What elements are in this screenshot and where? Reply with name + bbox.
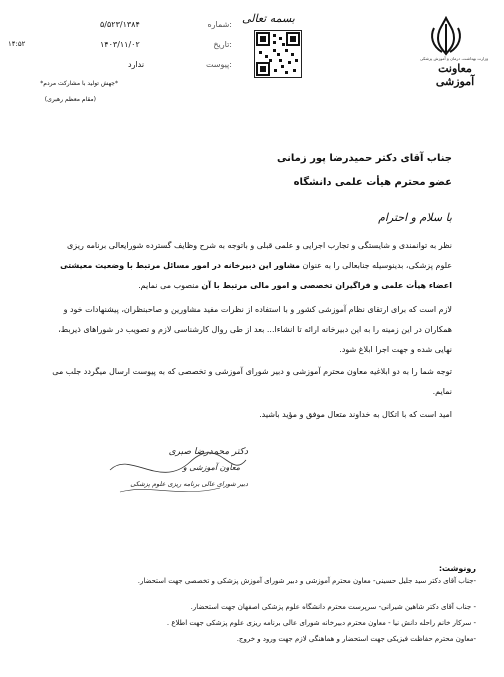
cc-item: - جناب آقای دکتر شاهین شیرانی- سرپرست محترم دانشگاه علوم پزشکی اصفهان جهت استحضار. (190, 603, 476, 611)
letter-date-value: ۱۴۰۳/۱۱/۰۲ (100, 40, 140, 49)
slogan: *جهش تولید با مشارکت مردم* (40, 80, 118, 87)
letter-date-label: تاریخ: (213, 40, 232, 49)
letter-number-value: ۵/۵۲۳/۱۳۸۴ (100, 20, 140, 29)
paragraph-instructions: لازم است که برای ارتقای نظام آموزشی کشور و با استفاده از نظرات مفید مشاورین و صاحبنظران، پیشنهادات خود و همکاران در این زمینه را به این دبیرخانه ارائه تا انشاءا... بعد از طی روال کارشناسی لازم و تصویب در شوراهای ذیربط، نهایی شده و جهت اجرا ابلاغ شود. (58, 305, 452, 354)
recipient-name: جناب آقای دکتر حمیدرضا پور زمانی (277, 153, 452, 164)
paragraph-appointment (52, 236, 452, 296)
signature-line-3: دبیر شورای عالی برنامه ریزی علوم پزشکی (130, 480, 248, 488)
basmala: بسمه تعالی (242, 12, 295, 25)
closing-line: امید است که با اتکال به خداوند متعال موفق و مؤید باشید. (259, 410, 452, 419)
slogan-attribution: (مقام معظم رهبری) (44, 96, 96, 103)
paragraph-attachments: توجه شما را به دو ابلاغیه معاون محترم آموزشی و دبیر شورای آموزشی و تخصصی که به پیوست ارسال میگردد جلب می نمایم. (52, 367, 452, 396)
greeting: با سلام و احترام (378, 211, 452, 224)
recipient-title: عضو محترم هیأت علمی دانشگاه (293, 177, 452, 188)
cc-item: -معاون محترم حفاظت فیزیکی جهت استحضار و هماهنگی لازم جهت ورود و خروج. (236, 635, 476, 643)
letter-number-label: شماره: (207, 20, 232, 29)
signature (100, 440, 250, 502)
appointment-role: مشاور این دبیرخانه در امور مسائل مرتبط با وضعیت معیشتی اعضاء هیأت علمی و فراگیران تخصصی و امور مالی مرتبط با آن (60, 261, 452, 290)
paragraph-text-end: منصوب می نمایم. (138, 281, 199, 290)
timestamp: ۱۴:۵۲ (8, 40, 26, 48)
paragraph-text: نظر به توانمندی و شایستگی و تجارب اجرایی و علمی قبلی و باتوجه به شرح وظایف گسترده شورایعالی برنامه ریزی علوم پزشکی، بدینوسیله جنابعالی را به عنوان (67, 241, 452, 270)
organization-name: معاونت آموزشی (435, 62, 475, 88)
cc-title: رونوشت: (438, 564, 476, 573)
ministry-name: وزارت بهداشت، درمان و آموزش پزشکی (419, 56, 489, 61)
iran-emblem-icon (428, 16, 464, 56)
signature-line-1: دکتر محمدرضا صبری (168, 447, 248, 457)
qr-code-icon (254, 30, 302, 78)
letter-attachment-label: پیوست: (205, 60, 232, 69)
cc-item: -جناب آقای دکتر سید جلیل حسینی- معاون محترم آموزشی و دبیر شورای آموزش پزشکی و تخصصی جهت استحضار. (137, 577, 476, 585)
signature-line-2: معاون آموزشی و (182, 463, 240, 472)
cc-item: - سرکار خانم راحله دانش نیا - معاون محترم دبیرخانه شورای عالی برنامه ریزی علوم پزشکی جهت اطلاع . (166, 619, 476, 627)
letter-attachment-value: ندارد (128, 60, 145, 69)
